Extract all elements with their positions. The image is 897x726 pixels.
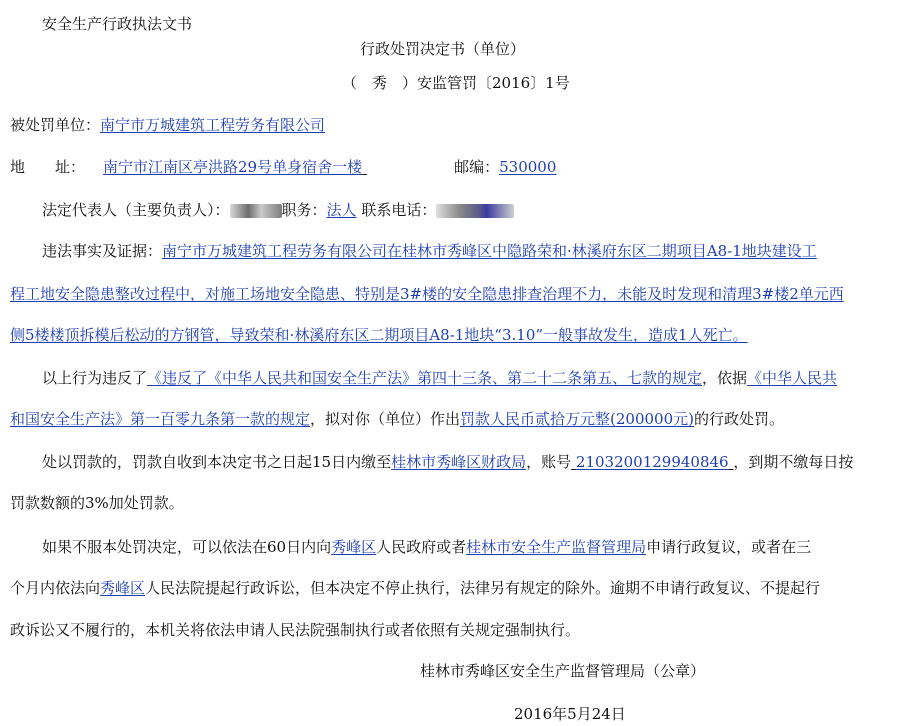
facts-line-3: 侧5楼楼顶拆模后松动的方钢管，导致荣和·林溪府东区二期项目A8-1地块“3.10”一般事故发生，造成1人死亡。	[10, 326, 748, 344]
violation-line-1	[42, 367, 837, 388]
appeal-district-1: 秀峰区	[331, 538, 377, 556]
finance-office: 桂林市秀峰区财政局	[391, 453, 527, 471]
appeal-line-2	[10, 577, 820, 598]
payment-line-2: 罚款数额的3%加处罚款。	[10, 494, 184, 512]
appeal-text-4: 个月内依法向	[10, 579, 101, 597]
appeal-district-2: 秀峰区	[100, 579, 146, 597]
violation-suffix: 的行政处罚。	[694, 410, 785, 428]
address-row	[10, 156, 556, 177]
appeal-line-1	[42, 536, 811, 557]
doc-series: 安全生产行政执法文书	[42, 15, 193, 33]
violated-law: 《违反了《中华人民共和国安全生产法》第四十三条、第二十二条第五、七款的规定	[147, 369, 703, 387]
payment-text-3: ，到期不缴每日按	[733, 453, 854, 471]
redacted-phone	[436, 204, 514, 218]
violation-prefix: 以上行为违反了	[42, 369, 148, 387]
appeal-text-5: 人民法院提起行政诉讼，但本决定不停止执行，法律另有规定的除外。逾期不申请行政复议、不提起行	[145, 579, 821, 597]
penalty-amount: 罚款人民币贰拾万元整(200000元)	[460, 410, 694, 428]
account-number: 2103200129940846	[575, 453, 729, 471]
facts-line-1	[42, 240, 817, 261]
facts-line-2: 程工地安全隐患整改过程中，对施工场地安全隐患、特别是3#楼的安全隐患排查治理不力，未能及时发现和清理3#楼2单元西	[10, 285, 844, 303]
basis-law-part-2: 和国安全生产法》第一百零九条第一款的规定	[10, 410, 311, 428]
doc-number: （ 秀 ）安监管罚〔2016〕1号	[342, 74, 570, 92]
payment-text-2: ，账号	[526, 453, 572, 471]
appeal-line-3: 政诉讼又不履行的，本机关将依法申请人民法院强制执行或者依照有关规定强制执行。	[10, 621, 581, 639]
penalized-unit-row	[10, 114, 325, 135]
violation-line-2	[10, 408, 784, 429]
penalized-unit-label: 被处罚单位：	[10, 116, 101, 134]
phone-label: 联系电话：	[361, 201, 437, 219]
basis-law-part-1: 《中华人民共	[747, 369, 838, 387]
payment-text-1: 处以罚款的，罚款自收到本决定书之日起15日内缴至	[42, 453, 392, 471]
position-value: 法人	[326, 201, 357, 219]
payment-line-1	[42, 451, 853, 472]
violation-middle: ，依据	[702, 369, 748, 387]
redacted-name	[230, 204, 282, 218]
postcode-label: 邮编：	[454, 158, 500, 176]
postcode-value: 530000	[499, 158, 557, 176]
doc-title: 行政处罚决定书（单位）	[360, 40, 526, 58]
appeal-text-3: 申请行政复议，或者在三	[646, 538, 812, 556]
representative-label: 法定代表人（主要负责人）：	[42, 201, 230, 219]
appeal-text-1: 如果不服本处罚决定，可以依法在60日内向	[42, 538, 332, 556]
position-label: 职务：	[281, 201, 327, 219]
facts-label: 违法事实及证据：	[42, 242, 163, 260]
issuing-authority: 桂林市秀峰区安全生产监督管理局（公章）	[420, 662, 706, 680]
issue-date: 2016年5月24日	[514, 705, 626, 723]
penalized-unit-name: 南宁市万城建筑工程劳务有限公司	[100, 116, 326, 134]
address-value: 南宁市江南区亭洪路29号单身宿舍一楼	[103, 158, 363, 176]
representative-row	[42, 199, 514, 220]
appeal-text-2: 人民政府或者	[376, 538, 467, 556]
facts-text-1: 南宁市万城建筑工程劳务有限公司在桂林市秀峰区中隐路荣和·林溪府东区二期项目A8-1地块建设工	[162, 242, 817, 260]
violation-mid: ，拟对你（单位）作出	[310, 410, 461, 428]
address-label: 地 址：	[10, 158, 86, 176]
appeal-bureau: 桂林市安全生产监督管理局	[466, 538, 647, 556]
